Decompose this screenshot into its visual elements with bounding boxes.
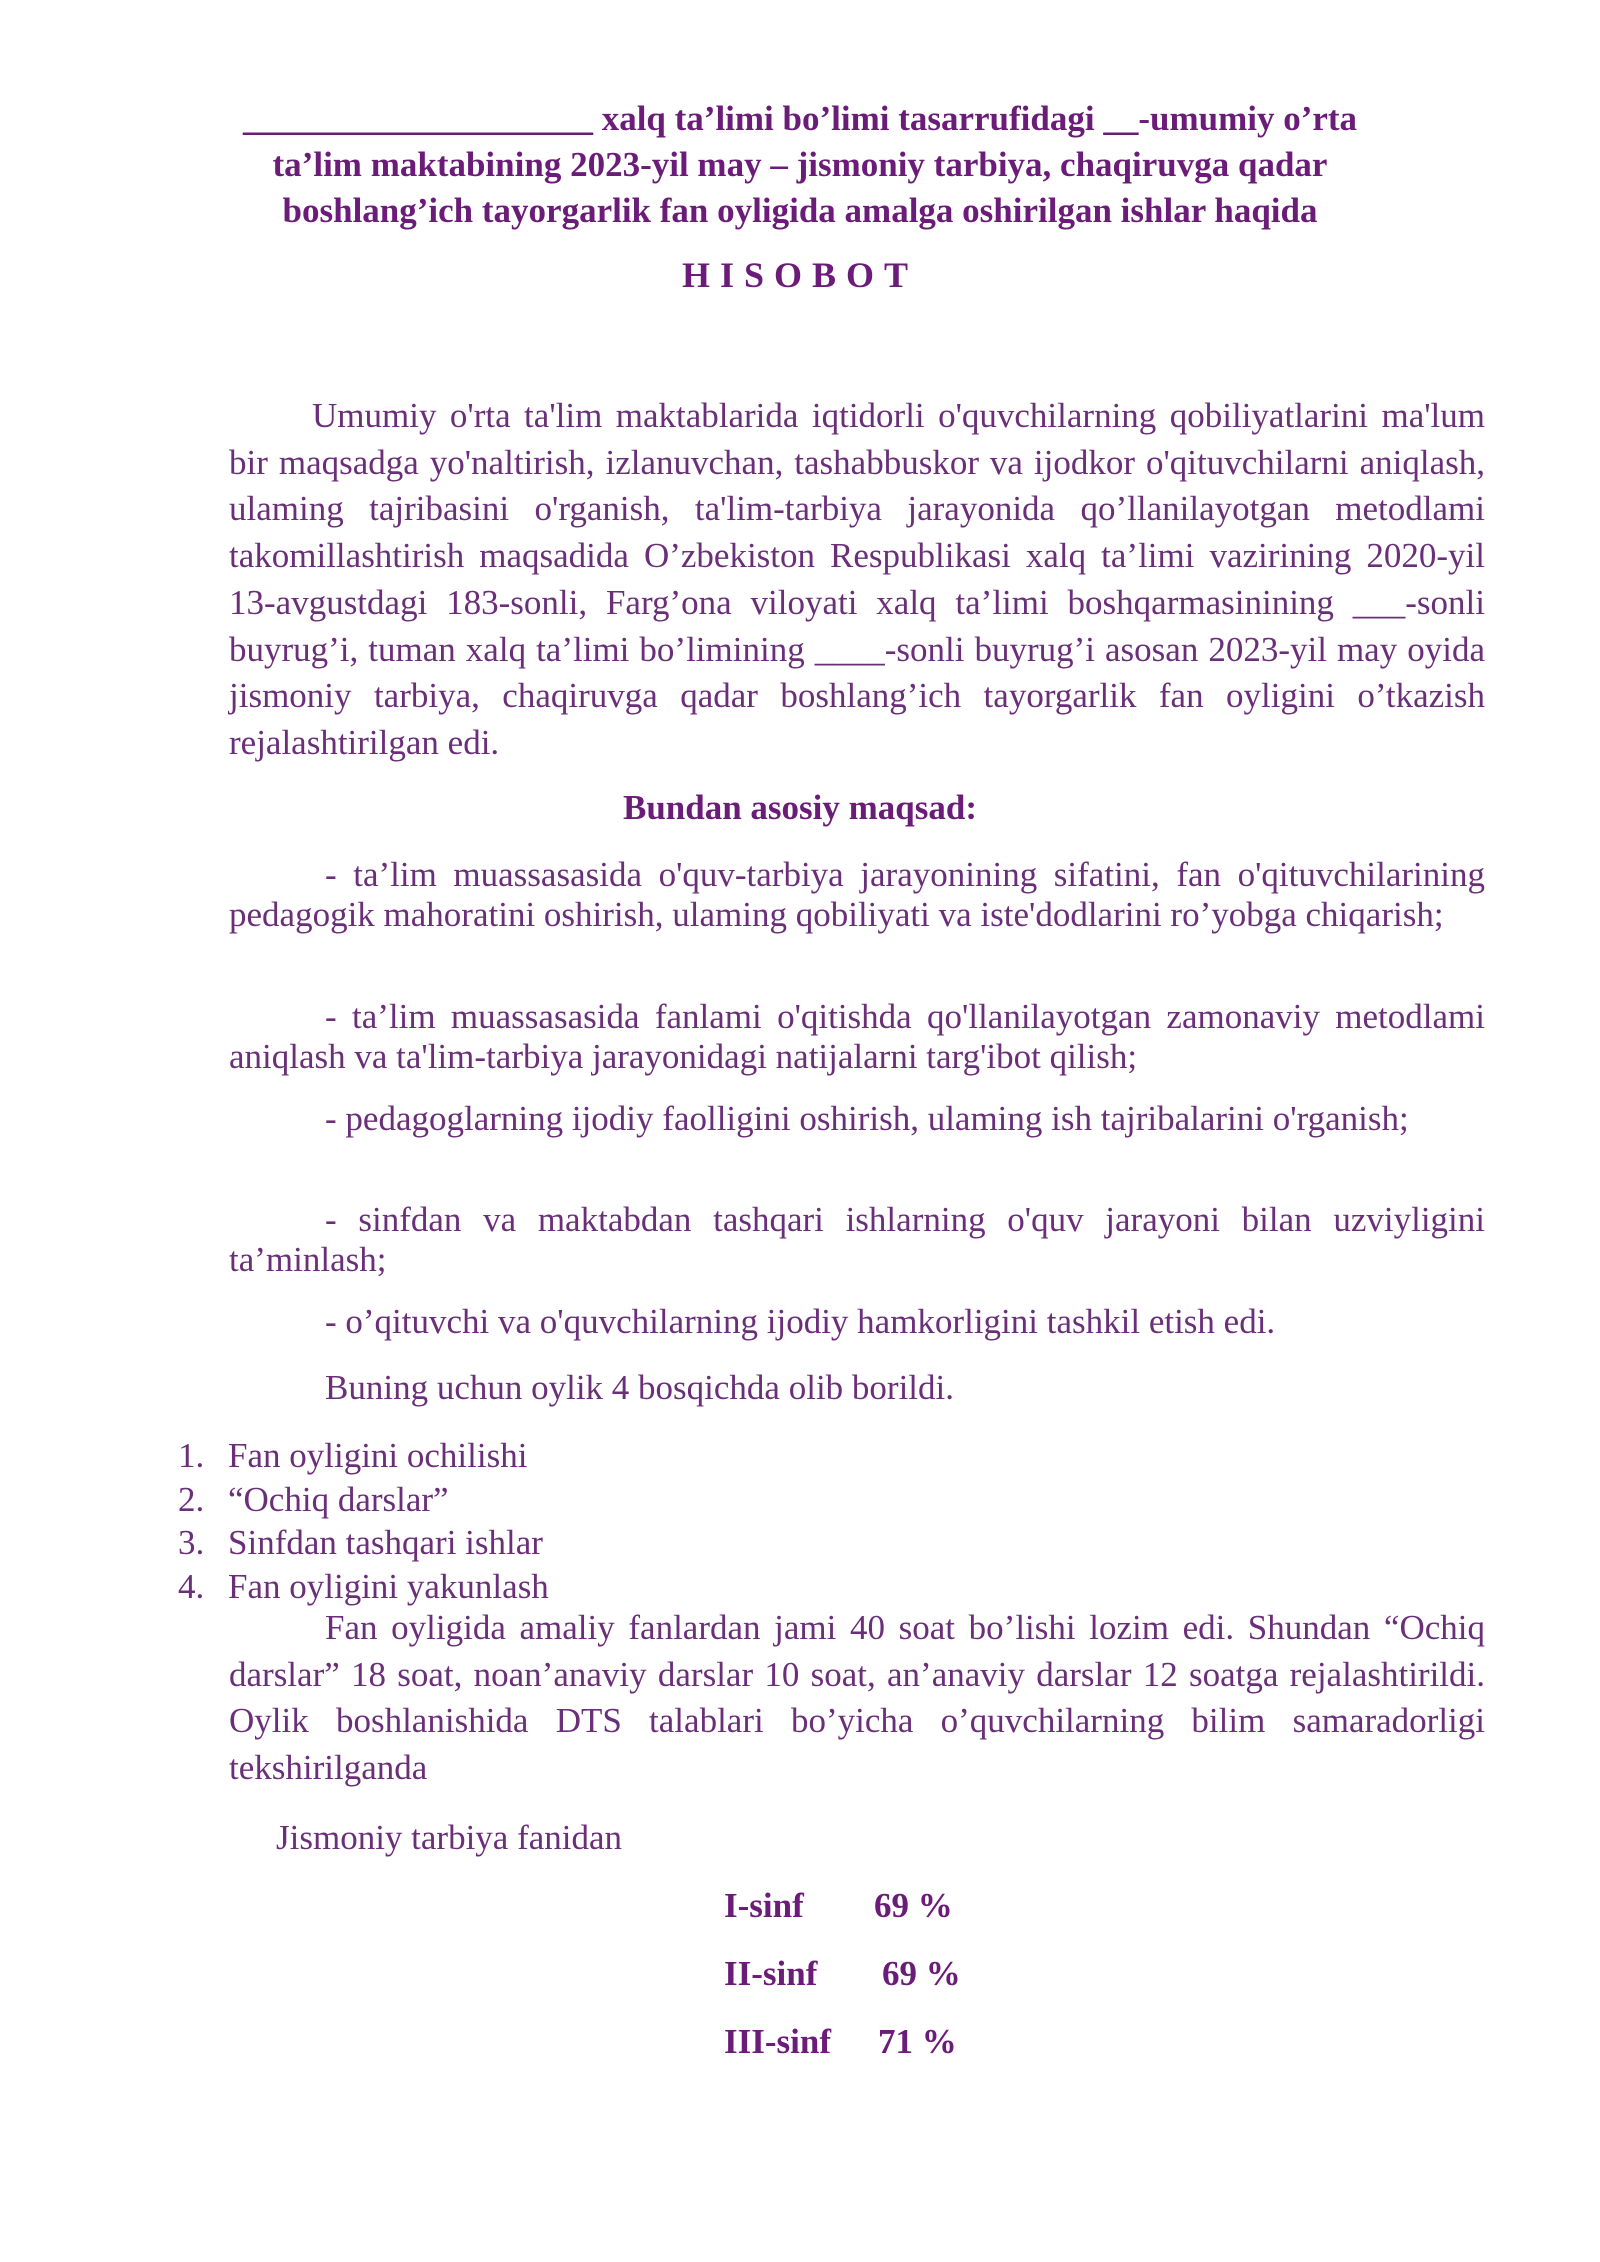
goal-item: - pedagoglarning ijodiy faolligini oshirish, ulaming ish tajribalarini o'rganish; — [325, 1099, 1409, 1138]
steps-list — [178, 1434, 549, 1608]
grade-value: 71 % — [878, 2022, 957, 2061]
step-text: Sinfdan tashqari ishlar — [228, 1523, 543, 1562]
goal-item: - sinfdan va maktabdan tashqari ishlarning o'quv jarayoni bilan uzviyligini ta’minlash; — [229, 1200, 1485, 1279]
title-line-1-text: xalq ta’limi bo’limi tasarrufidagi __-umumiy o’rta — [592, 99, 1358, 138]
goal-item: - o’qituvchi va o'quvchilarning ijodiy hamkorligini tashkil etish edi. — [325, 1302, 1276, 1341]
step-number: 1. — [178, 1436, 205, 1475]
subject-label: Jismoniy tarbiya fanidan — [276, 1818, 623, 1857]
list-item — [178, 1478, 549, 1522]
intro-paragraph: Umumiy o'rta ta'lim maktablarida iqtidorli o'quvchilarning qobiliyatlarini ma'lum bir maqsadga yo'naltirish, izlanuvchan, tashabbuskor va ijodkor o'qituvchilarni aniqlash, ulaming tajribasini o'rganish, ta'lim-tarbiya jarayonida qo’llanilayotgan metodlami takomillashtirish maqsadida O’zbekiston Respublikasi xalq ta’limi vazirining 2020-yil 13-avgustdagi 183-sonli, Farg’ona viloyati xalq ta’limi boshqarmasinining ___-sonli buyrug’i, tuman xalq ta’limi bo’limining ____-sonli buyrug’i asosan 2023-yil may oyida jismoniy tarbiya, chaqiruvga qadar boshlang’ich tayorgarlik fan oyligini o’tkazish rejalashtirilgan edi. — [229, 396, 1485, 762]
title-line-3: boshlang’ich tayorgarlik fan oyligida amalga oshirilgan ishlar haqida — [282, 191, 1318, 230]
grades-list — [724, 1886, 961, 2090]
grade-row — [724, 2022, 961, 2090]
step-number: 2. — [178, 1479, 205, 1519]
step-text: Fan oyligini yakunlash — [228, 1566, 549, 1606]
step-text: “Ochiq darslar” — [228, 1479, 449, 1519]
report-title — [0, 96, 1600, 234]
goals-heading: Bundan asosiy maqsad: — [622, 788, 978, 827]
title-blank: ____________________ — [242, 99, 593, 138]
step-number: 4. — [178, 1566, 205, 1606]
grade-value: 69 % — [882, 1954, 961, 1993]
goal-item: - ta’lim muassasasida o'quv-tarbiya jarayonining sifatini, fan o'qituvchilarining pedagogik mahoratini oshirish, ulaming qobiliyati va iste'dodlarini ro’yobga chiqarish; — [229, 855, 1485, 934]
grade-class: II-sinf — [724, 1954, 818, 1993]
grade-value: 69 % — [874, 1886, 953, 1925]
steps-intro: Buning uchun oylik 4 bosqichda olib borildi. — [325, 1368, 954, 1407]
step-text: Fan oyligini ochilishi — [228, 1436, 528, 1475]
title-line-1 — [0, 96, 1600, 142]
list-item — [178, 1565, 549, 1609]
grade-class: I-sinf — [724, 1886, 804, 1925]
goal-item: - ta’lim muassasasida fanlami o'qitishda qo'llanilayotgan zamonaviy metodlami aniqlash va ta'lim-tarbiya jarayonidagi natijalarni targ'ibot qilish; — [229, 997, 1485, 1076]
report-heading: HISOBOT — [681, 255, 919, 295]
step-number: 3. — [178, 1523, 205, 1562]
grade-row — [724, 1886, 961, 1954]
list-item — [178, 1434, 549, 1478]
title-line-2: ta’lim maktabining 2023-yil may – jismoniy tarbiya, chaqiruvga qadar — [272, 145, 1328, 184]
grade-class: III-sinf — [724, 2022, 831, 2061]
grade-row — [724, 1954, 961, 2022]
list-item — [178, 1521, 549, 1565]
hours-paragraph: Fan oyligida amaliy fanlardan jami 40 soat bo’lishi lozim edi. Shundan “Ochiq darslar” 18 soat, noan’anaviy darslar 10 soat, an’anaviy darslar 12 soatga rejalashtirildi. Oylik boshlanishida DTS talablari bo’yicha o’quvchilarning bilim samaradorligi tekshirilganda — [229, 1608, 1485, 1788]
